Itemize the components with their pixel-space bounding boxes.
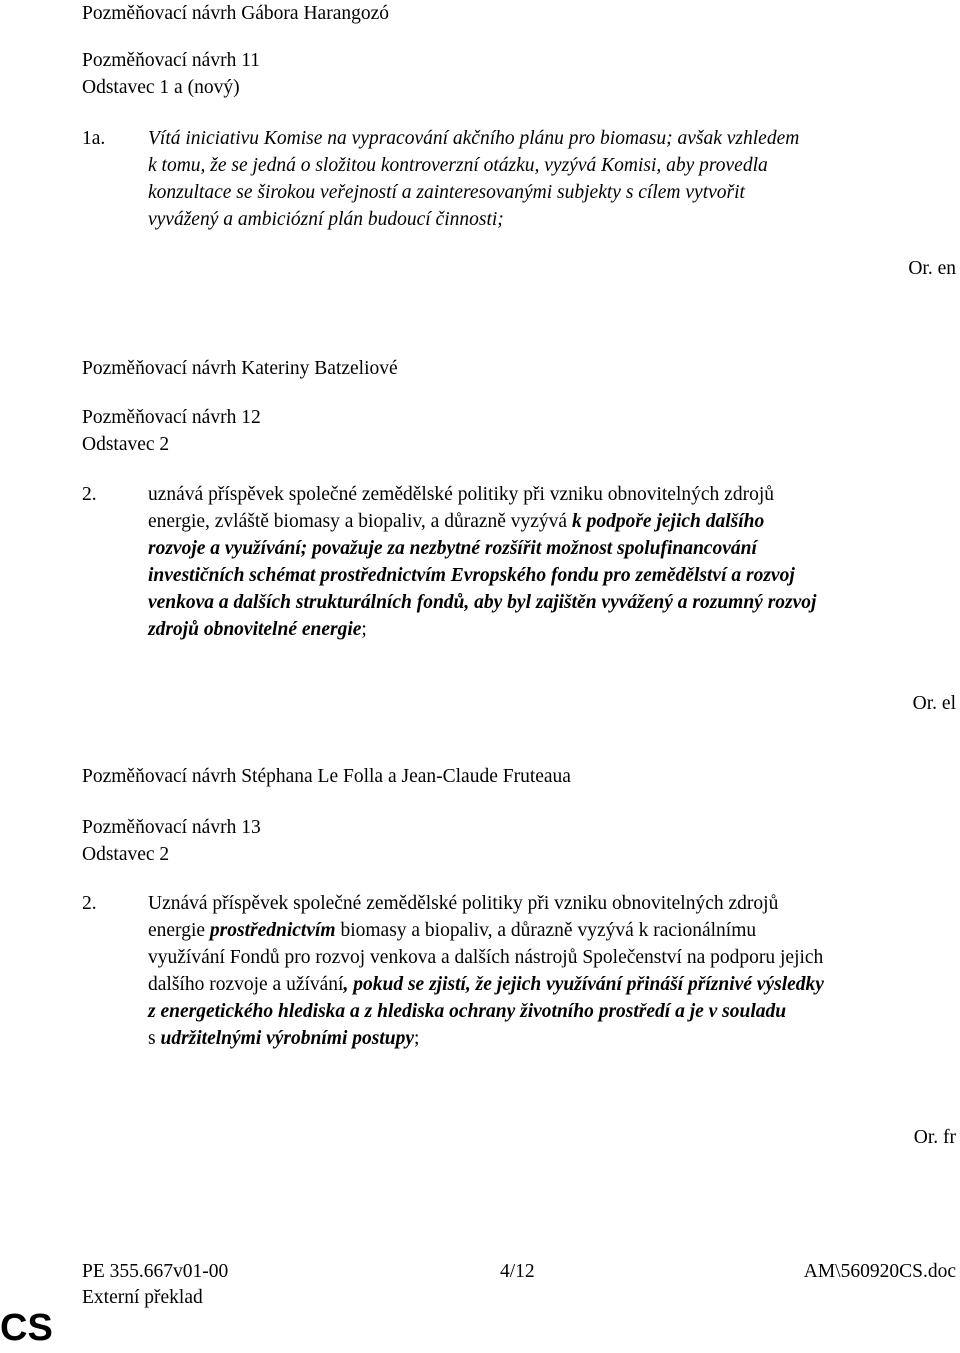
text-run: energie, zvláště biomasy a biopaliv, a důrazně vyzývá [148, 511, 572, 532]
amendment-author: Pozměňovací návrh Gábora Harangozó [82, 3, 390, 24]
amendment-11-meta [82, 47, 956, 101]
text-line [148, 917, 960, 944]
text-line: uznává příspěvek společné zemědělské politiky při vzniku obnovitelných zdrojů [148, 484, 774, 505]
amendment-paragraph: Odstavec 1 a (nový) [82, 77, 240, 98]
amendment-13-text [148, 890, 960, 1052]
highlighted-text: zdrojů obnovitelné energie [148, 619, 362, 640]
amendment-number: Pozměňovací návrh 12 [82, 407, 261, 428]
highlighted-text: z energetického hlediska a z hlediska ochrany životního prostředí a je v souladu [148, 1001, 787, 1022]
translation-note: Externí překlad [82, 1287, 203, 1308]
item-number: 2. [82, 893, 97, 914]
highlighted-text: venkova a dalších strukturálních fondů, aby byl zajištěn vyvážený a rozumný rozvoj [148, 592, 817, 613]
amendment-author: Pozměňovací návrh Kateriny Batzeliové [82, 358, 398, 379]
text-run: ; [414, 1028, 420, 1049]
highlighted-text: k podpoře jejich dalšího [571, 511, 765, 532]
amendment-12-header [82, 355, 956, 382]
page-number: 4/12 [500, 1261, 535, 1282]
origin-language: Or. el [912, 693, 956, 714]
highlighted-text: udržitelnými výrobními postupy [160, 1028, 414, 1049]
highlighted-text: investičních schémat prostřednictvím Evropského fondu pro zemědělství a rozvoj [148, 565, 795, 586]
document-filename: AM\560920CS.doc [803, 1261, 956, 1282]
highlighted-text: , pokud se zjistí, že jejich využívání přináší příznivé výsledky [343, 974, 824, 995]
highlighted-text: prostřednictvím [209, 920, 336, 941]
text-line [148, 508, 960, 535]
amendment-13-meta [82, 814, 956, 868]
text-run: s [148, 1028, 161, 1049]
text-run: energie [148, 920, 210, 941]
text-line: využívání Fondů pro rozvoj venkova a dalších nástrojů Společenství na podporu jejich [148, 947, 824, 968]
text-line: k tomu, že se jedná o složitou kontroverzní otázku, vyzývá Komisi, aby provedla [148, 155, 768, 176]
amendment-12-meta [82, 404, 956, 458]
text-line: vyvážený a ambiciózní plán budoucí činnosti; [148, 209, 504, 230]
amendment-number: Pozměňovací návrh 13 [82, 817, 261, 838]
text-line [148, 616, 960, 643]
amendment-12-text [148, 481, 960, 643]
item-number: 2. [82, 484, 97, 505]
amendment-11-header [82, 0, 956, 27]
text-line [148, 971, 960, 998]
text-run: dalšího rozvoje a užívání [148, 974, 344, 995]
amendment-11-text [148, 125, 960, 233]
text-line [148, 1025, 960, 1052]
amendment-paragraph: Odstavec 2 [82, 844, 170, 865]
text-run: biomasy a biopaliv, a důrazně vyzývá k racionálnímu [335, 920, 757, 941]
origin-language: Or. fr [913, 1127, 956, 1148]
page-footer [82, 1258, 956, 1318]
origin-language: Or. en [908, 258, 956, 279]
text-line: Vítá iniciativu Komise na vypracování akčního plánu pro biomasu; avšak vzhledem [148, 128, 800, 149]
text-line: konzultace se širokou veřejností a zainteresovanými subjekty s cílem vytvořit [148, 182, 745, 203]
text-line: Uznává příspěvek společné zemědělské politiky při vzniku obnovitelných zdrojů [148, 893, 779, 914]
amendment-paragraph: Odstavec 2 [82, 434, 170, 455]
text-run: ; [361, 619, 367, 640]
document-reference: PE 355.667v01-00 [82, 1261, 229, 1282]
amendment-13-header [82, 763, 956, 790]
amendment-author: Pozměňovací návrh Stéphana Le Folla a Jean-Claude Fruteaua [82, 766, 571, 787]
highlighted-text: rozvoje a využívání; považuje za nezbytné rozšířit možnost spolufinancování [148, 538, 757, 559]
item-number: 1a. [82, 128, 106, 149]
amendment-number: Pozměňovací návrh 11 [82, 50, 260, 71]
language-code: CS [0, 1307, 53, 1349]
